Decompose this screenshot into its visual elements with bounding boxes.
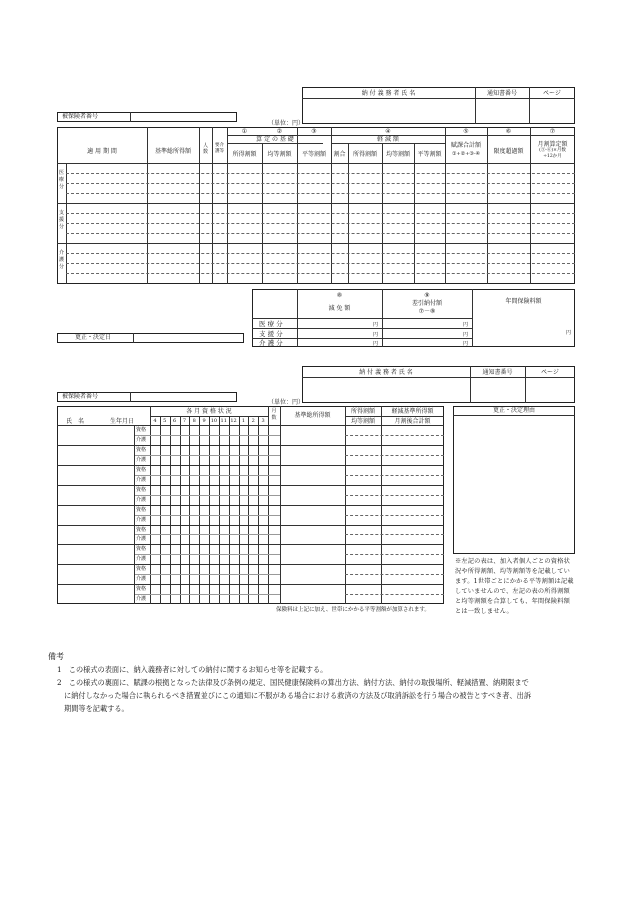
correction-reason-field[interactable] — [454, 416, 574, 553]
row-care-label: 介護 — [136, 476, 147, 483]
month-label-2: 2 — [251, 418, 255, 424]
col-num-4: ④ — [385, 128, 391, 135]
row-qual-label: 資格 — [136, 546, 147, 553]
total-header: 賦課合計額 — [450, 142, 481, 149]
yen-de-2: 円 — [463, 332, 469, 338]
remarks-title: 備考 — [48, 652, 64, 661]
back-footnote: 保険料は上記に加え、世帯にかかる平等割額が加算されます。 — [276, 607, 430, 613]
remarks-item-2a: 2 この様式の裏面に、賦課の根拠となった法律及び条例の規定、国民健康保険料の算出方法、納付方法、納付の取扱場所、軽減措置、納期限まで — [57, 678, 529, 687]
yen-de-1: 円 — [463, 322, 469, 328]
front-payer-name-field[interactable] — [303, 99, 474, 123]
deduct-header: 差引納付額 — [411, 300, 442, 307]
back-payer-name-field[interactable] — [303, 378, 469, 402]
back-income-rate-header: 所得割額 — [350, 408, 375, 415]
row-qual-label: 資格 — [136, 427, 147, 433]
month-label-3: 3 — [261, 418, 265, 424]
row-qual-label: 資格 — [136, 486, 147, 493]
monthly-status-header: 各 月 資 格 状 況 — [186, 408, 232, 415]
row-care-label: 介護 — [136, 496, 147, 503]
section-medical: 医 療 分 — [59, 170, 65, 190]
monthly-header: 月割算定額 — [537, 141, 568, 148]
front-notice-no-label: 通知書番号 — [486, 90, 517, 97]
yen-ex-3: 円 — [373, 341, 379, 347]
equal-rate-header: 均等割額 — [267, 151, 292, 158]
ratio-header: 割合 — [333, 151, 346, 158]
col-num-1: ① — [241, 128, 248, 135]
front-notice-no-field[interactable] — [476, 99, 528, 123]
row-care-label: 介護 — [136, 576, 147, 583]
row-qual-label: 資格 — [136, 506, 147, 513]
back-notice-no-field[interactable] — [471, 378, 524, 402]
yen-annual: 円 — [566, 330, 572, 336]
front-insured-no-field[interactable] — [131, 113, 236, 121]
yen-de-3: 円 — [463, 341, 469, 347]
back-page-label: ページ — [541, 369, 559, 376]
front-insured-no-label: 被保険者番号 — [62, 113, 99, 120]
col-num-3: ③ — [311, 128, 317, 135]
calc-base-header: 算 定 の 基 礎 — [256, 136, 294, 143]
month-label-12: 12 — [230, 418, 237, 424]
row-care-label: 介護 — [136, 456, 147, 463]
person-row[interactable] — [58, 565, 133, 583]
summary-row-medical: 医 療 分 — [259, 320, 283, 328]
month-label-9: 9 — [202, 418, 206, 424]
month-label-10: 10 — [210, 418, 218, 424]
correction-reason-label: 更正・決定理由 — [492, 407, 535, 414]
month-label-7: 7 — [182, 418, 186, 424]
person-row[interactable] — [58, 585, 133, 603]
month-label-11: 11 — [220, 418, 227, 424]
person-row[interactable] — [58, 506, 133, 524]
exemption-num: ⑧ — [336, 292, 343, 299]
back-insured-no-label: 被保険者番号 — [62, 393, 99, 400]
person-row[interactable] — [58, 486, 133, 504]
light-base-header: 軽減基準所得額 — [391, 408, 434, 415]
back-equal-rate-header: 均等割額 — [350, 418, 375, 425]
row-care-label: 介護 — [136, 596, 147, 603]
annual-header: 年間保険料額 — [505, 298, 542, 305]
income-rate-header: 所得割額 — [232, 151, 257, 158]
month-label-6: 6 — [172, 418, 177, 424]
flat-rate-header: 平等割額 — [301, 151, 326, 158]
front-unit-label: （単位：円） — [268, 120, 305, 127]
remarks-item-1: 1 この様式の表面に、納入義務者に対しての納付に関するお知らせ等を記載する。 — [57, 665, 328, 674]
side-note: ※左記の表は、加入者個人ごとの資格状況や所得割額、均等割額等を記載しています。1世帯ごとにかかる平等割額は記載していませんので、左記の表の所得割額と均等割額を合算しても、年間保険料額とは一致しません。 — [455, 558, 574, 615]
front-page-field[interactable] — [530, 99, 574, 123]
birth-header: 生年月日 — [110, 418, 135, 425]
months-count-header: 月 数 — [271, 408, 277, 421]
care-header: 要介 護等 — [215, 143, 224, 154]
person-row[interactable] — [58, 426, 133, 444]
yen-ex-1: 円 — [373, 322, 379, 328]
yen-ex-2: 円 — [373, 332, 379, 338]
back-page-field[interactable] — [526, 378, 574, 402]
section-care: 介 護 分 — [59, 250, 65, 270]
front-correction-date-label: 更正・決定日 — [75, 334, 112, 341]
back-payer-name-label: 納 付 義 務 者 氏 名 — [359, 369, 413, 376]
row-care-label: 介護 — [136, 516, 147, 523]
deduct-formula: ⑦－⑧ — [418, 308, 436, 315]
base-income-header: 基準総所得額 — [154, 148, 191, 155]
limit-excess-header: 限度超過額 — [493, 148, 524, 155]
summary-row-support: 支 援 分 — [259, 330, 283, 338]
front-payer-name-label: 納 付 義 務 者 氏 名 — [361, 90, 416, 97]
period-header: 適 用 期 間 — [87, 148, 117, 155]
back-unit-label: （単位：円） — [268, 399, 305, 406]
remarks-item-2b: に納付しなかった場合に執られるべき措置並びにこの通知に不服がある場合における救済の方法及び取消訴訟を行う場合の被告とすべき者、出訴 — [64, 691, 532, 700]
row-qual-label: 資格 — [136, 526, 147, 533]
person-row[interactable] — [58, 446, 133, 464]
row-qual-label: 資格 — [136, 586, 147, 593]
red-income-rate-header: 所得割額 — [352, 151, 377, 158]
front-page-label: ページ — [543, 90, 561, 97]
col-num-7: ⑦ — [549, 128, 556, 135]
back-notice-no-label: 通知書番号 — [482, 369, 513, 376]
total-formula: ①+②+③-④ — [452, 151, 480, 157]
summary-row-care: 介 護 分 — [259, 339, 283, 347]
persons-header: 人 数 — [202, 143, 208, 155]
front-correction-date-field[interactable] — [134, 334, 243, 342]
monthly-formula: (⑤-⑥)×月数 ÷12か月 — [539, 148, 566, 159]
back-base-income-header: 基準総所得額 — [294, 412, 331, 419]
row-qual-label: 資格 — [136, 566, 147, 573]
col-num-5: ⑤ — [463, 128, 469, 135]
monthly-post-header: 月割後合計額 — [394, 418, 431, 425]
section-support: 支 援 分 — [59, 210, 65, 230]
person-row[interactable] — [58, 545, 133, 563]
red-equal-rate-header: 均等割額 — [385, 151, 410, 158]
remarks-item-2c: 期間等を記載する。 — [64, 704, 129, 713]
exemption-header: 減 免 額 — [328, 305, 351, 312]
col-num-6: ⑥ — [505, 128, 512, 135]
row-qual-label: 資格 — [136, 446, 147, 453]
deduct-num: ⑨ — [424, 292, 430, 299]
row-care-label: 介護 — [136, 536, 147, 543]
month-label-1: 1 — [241, 418, 245, 424]
red-flat-rate-header: 平等割額 — [417, 151, 442, 158]
month-label-4: 4 — [153, 418, 157, 424]
col-num-2: ② — [276, 128, 283, 135]
month-label-5: 5 — [163, 418, 167, 424]
person-row[interactable] — [58, 466, 133, 484]
row-care-label: 介護 — [136, 556, 147, 563]
month-label-8: 8 — [192, 418, 196, 424]
row-qual-label: 資格 — [136, 466, 147, 473]
row-care-label: 介護 — [136, 436, 147, 443]
reduction-header: 軽 減 額 — [377, 136, 399, 143]
name-header: 氏 名 — [66, 418, 85, 425]
back-insured-no-field[interactable] — [131, 393, 236, 401]
person-row[interactable] — [58, 526, 133, 544]
